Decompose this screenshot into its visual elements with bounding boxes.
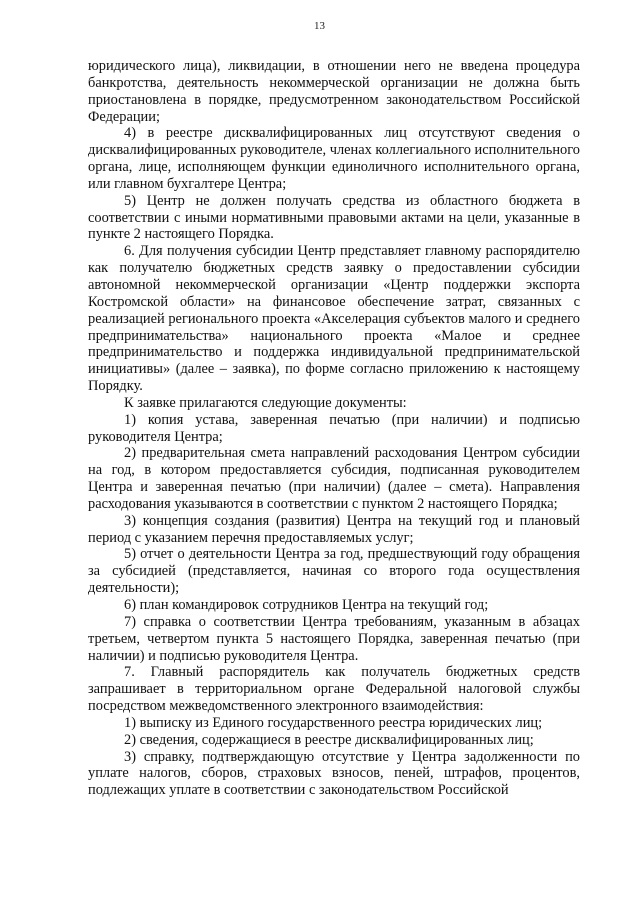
document-body bbox=[88, 58, 580, 799]
page-number: 13 bbox=[314, 20, 325, 32]
list-item: 3) концепция создания (развития) Центра на текущий год и плановый период с указанием перечня предоставляемых услуг; bbox=[88, 512, 580, 546]
paragraph: 4) в реестре дисквалифицированных лиц отсутствуют сведения о дисквалифицированных руководителе, членах коллегиального исполнительного органа, лице, исполняющем функции единоличного исполнительного органа, или главном бухгалтере Центра; bbox=[88, 125, 580, 192]
paragraph: 6. Для получения субсидии Центр представляет главному распорядителю как получателю бюджетных средств заявку о предоставлении субсидии автономной некоммерческой организации «Центр поддержки экспорта Костромской области» на финансовое обеспечение затрат, связанных с реализацией регионального проекта «Акселерация субъектов малого и среднего предпринимательства» национального проекта «Малое и среднее предпринимательство и поддержка индивидуальной предпринимательской инициативы» (далее – заявка), по форме согласно приложению к настоящему Порядку. bbox=[88, 243, 580, 395]
paragraph: юридического лица), ликвидации, в отношении него не введена процедура банкротства, деятельность некоммерческой организации не должна быть приостановлена в порядке, предусмотренном законодательством Российской Федерации; bbox=[88, 58, 580, 125]
list-item: 1) выписку из Единого государственного реестра юридических лиц; bbox=[124, 714, 543, 731]
list-item: 6) план командировок сотрудников Центра на текущий год; bbox=[124, 597, 489, 613]
list-item: 1) копия устава, заверенная печатью (при наличии) и подписью руководителя Центра; bbox=[88, 411, 580, 445]
paragraph: К заявке прилагаются следующие документы: bbox=[124, 394, 407, 411]
list-item: 5) отчет о деятельности Центра за год, предшествующий году обращения за субсидией (представляется, начиная со второго года осуществления деятельности); bbox=[88, 546, 580, 597]
paragraph: 7. Главный распорядитель как получатель бюджетных средств запрашивает в территориальном органе Федеральной налоговой службы посредством межведомственного электронного взаимодействия: bbox=[88, 664, 580, 715]
paragraph: 5) Центр не должен получать средства из областного бюджета в соответствии с иными нормативными правовыми актами на цели, указанные в пункте 2 настоящего Порядка. bbox=[88, 192, 580, 243]
list-item: 7) справка о соответствии Центра требованиям, указанным в абзацах третьем, четвертом пункта 5 настоящего Порядка, заверенная печатью (при наличии) и подписью руководителя Центра. bbox=[88, 613, 580, 664]
list-item: 2) предварительная смета направлений расходования Центром субсидии на год, в котором предоставляется субсидия, подписанная руководителем Центра и заверенная печатью (при наличии) (далее – смета). Направления расходования указываются в соответствии с пунктом 2 настоящего Порядка; bbox=[88, 445, 580, 512]
list-item: 2) сведения, содержащиеся в реестре дисквалифицированных лиц; bbox=[124, 731, 534, 748]
list-item: 3) справку, подтверждающую отсутствие у Центра задолженности по уплате налогов, сборов, страховых взносов, пеней, штрафов, процентов, подлежащих уплате в соответствии с законодательством Российской bbox=[88, 748, 580, 799]
